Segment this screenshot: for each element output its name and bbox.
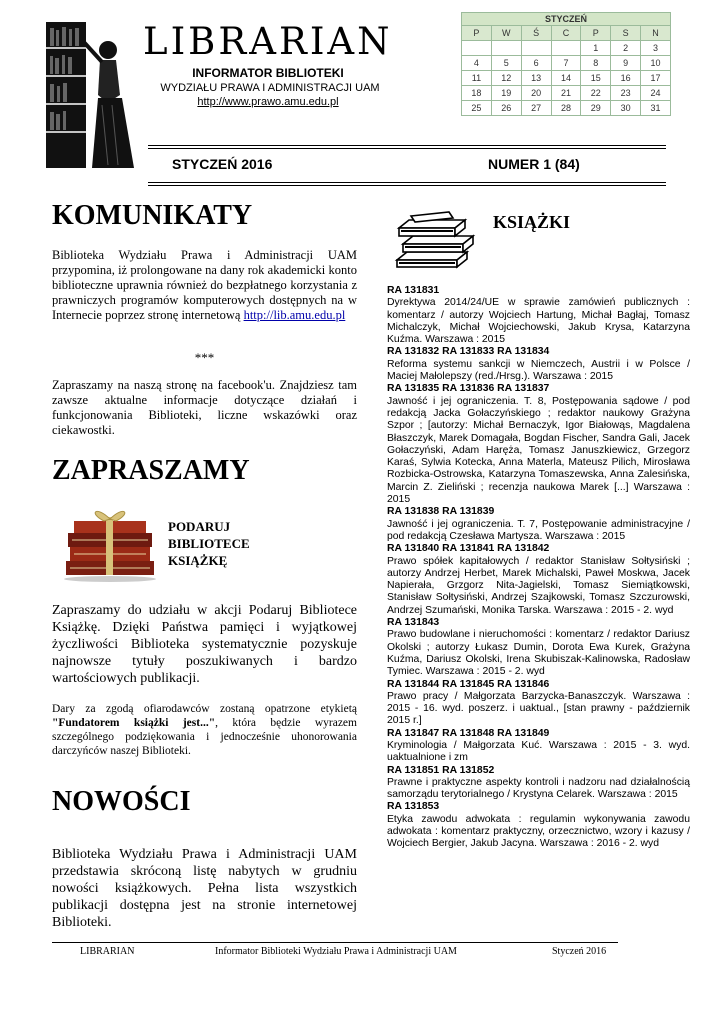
book-entry [387, 383, 690, 506]
calendar-day: 26 [491, 101, 521, 116]
book-description: Reforma systemu sankcji w Niemczech, Austrii i w Polsce / Maciej Małolepszy (red./Hrsg.). Warszawa : 2015 [387, 358, 690, 383]
calendar-day: 25 [462, 101, 492, 116]
calendar-day: 16 [611, 71, 641, 86]
calendar-day: 8 [581, 56, 611, 71]
lib-amu-link[interactable]: http://lib.amu.edu.pl [243, 308, 346, 322]
calendar-day: 9 [611, 56, 641, 71]
calendar-day: 11 [462, 71, 492, 86]
zapraszamy-paragraph-1: Zapraszamy do udziału w akcji Podaruj Bibliotece Książkę. Dzięki Państwa pamięci i wyjątkowej życzliwości Biblioteka systematycznie pozyskuje najnowsze tytuły poszukiwanych i bardzo wartościowych publikacji. [52, 603, 357, 686]
header-rule-top [148, 145, 666, 146]
calendar-day: 31 [641, 101, 671, 116]
book-description: Prawo pracy / Małgorzata Barzycka-Banaszczyk. Warszawa : 2015 - 16. wyd. poszerz. i uaktual., [stan prawny - październik 2015 r.] [387, 690, 690, 727]
book-entry [387, 346, 690, 383]
zapraszamy-heading: ZAPRASZAMY [52, 455, 250, 486]
calendar-day: 1 [581, 41, 611, 56]
komunikaty-heading: KOMUNIKATY [52, 200, 253, 231]
calendar-day: 27 [521, 101, 551, 116]
gift-title-line-1: PODARUJ [168, 519, 231, 534]
calendar-month-title: STYCZEŃ [462, 13, 671, 26]
calendar-day [491, 41, 521, 56]
book-call-numbers: RA 131831 [387, 285, 440, 296]
calendar-weekday: N [641, 26, 671, 41]
calendar-weekday: W [491, 26, 521, 41]
calendar-week-row [462, 101, 671, 116]
issue-date: STYCZEŃ 2016 [172, 156, 273, 172]
book-call-numbers: RA 131843 [387, 617, 440, 629]
calendar-day [551, 41, 581, 56]
issue-number: NUMER 1 (84) [488, 156, 580, 172]
calendar-day: 3 [641, 41, 671, 56]
book-description: Prawne i praktyczne aspekty kontroli i nadzoru nad działalnością samorządu terytorialnego / Krystyna Celarek. Warszawa : 2015 [387, 776, 690, 801]
calendar-day: 23 [611, 86, 641, 101]
gift-books-icon [60, 503, 160, 583]
calendar-week-row [462, 41, 671, 56]
calendar-day [462, 41, 492, 56]
header-rule-top-2 [148, 148, 666, 149]
nowosci-paragraph: Biblioteka Wydziału Prawa i Administracji UAM przedstawia skróconą listę nabytych w grudniu nowości książkowych. Pełna lista wszystkich publikacji dostępna jest na stronie internetowej Biblioteki. [52, 847, 357, 930]
book-call-numbers: RA 131840 RA 131841 RA 131842 [387, 543, 550, 555]
calendar-day: 12 [491, 71, 521, 86]
footer-rule [52, 942, 618, 943]
calendar-day: 28 [551, 101, 581, 116]
book-call-numbers: RA 131851 RA 131852 [387, 764, 495, 776]
donation-text-a: Dary za zgodą ofiarodawców zostaną opatrzone etykietą [52, 703, 357, 715]
calendar-day: 17 [641, 71, 671, 86]
calendar-day: 10 [641, 56, 671, 71]
calendar-day: 2 [611, 41, 641, 56]
donation-text-c: , która będzie wyrazem szczególnego podziękowania i jednocześnie uhonorowania darczyńców naszej Biblioteki. [52, 717, 357, 757]
book-call-numbers: RA 131835 RA 131836 RA 131837 [387, 383, 550, 395]
book-entry [387, 543, 690, 617]
book-description: Jawność i jej ograniczenia. T. 8, Postępowania sądowe / pod redakcją Jacka Gołaczyńskiego ; redaktor naukowy Grażyna Szpor ; [autorzy: Michał Bernaczyk, Igor Białowąs, Magdalena Błaszczyk, Marek Domagała, Bogdan Fischer, Sandra Gali, Jacek Gołaczyński, Adam Haręża, Tomasz Januszkiewicz, Grzegorz Karaś, Sylwia Kotecka, Anna Materla, Mateusz Pilich, Mirosława Rozbicka-Ostrowska, Katarzyna Tomaszewska, Anna Zalesińska, Marcin Z. Zieliński ; recenzja naukowa Marek [...] Warszawa : 2015 [387, 395, 690, 506]
calendar-weekday: P [462, 26, 492, 41]
faculty-name: WYDZIAŁU PRAWA I ADMINISTRACJI UAM [160, 82, 380, 94]
book-call-numbers: RA 131832 RA 131833 RA 131834 [387, 346, 550, 358]
calendar-day: 15 [581, 71, 611, 86]
calendar-day: 7 [551, 56, 581, 71]
calendar-day: 5 [491, 56, 521, 71]
calendar-weekday: Ś [521, 26, 551, 41]
book-description: Prawo budowlane i nieruchomości : komentarz / redaktor Dariusz Okolski ; autorzy Łukasz Dumin, Dorota Ewa Kurek, Grażyna Kuźma, Dariusz Okolski, Irena Skubiszak-Kalinowska, Radosław Tymiec. Warszawa : 2015 - 2. wyd [387, 629, 690, 678]
komunikaty-text [52, 248, 357, 323]
book-entry [387, 506, 690, 543]
librarian-logo-illustration [42, 20, 146, 170]
calendar-day: 14 [551, 71, 581, 86]
calendar-week-row [462, 71, 671, 86]
calendar-day: 24 [641, 86, 671, 101]
header-rule-bottom [148, 182, 666, 183]
calendar-day: 22 [581, 86, 611, 101]
newsletter-subtitle: INFORMATOR BIBLIOTEKI [192, 66, 344, 80]
faculty-url-link[interactable]: http://www.prawo.amu.edu.pl [197, 96, 339, 108]
footer-center-text: Informator Biblioteki Wydziału Prawa i Administracji UAM [215, 946, 457, 957]
calendar-day: 21 [551, 86, 581, 101]
calendar-weekday: S [611, 26, 641, 41]
book-description: Prawo spółek kapitałowych / redaktor Stanisław Sołtysiński ; autorzy Andrzej Herbet, Marek Michalski, Paweł Moskwa, Jacek Napierała, Grzgorz Nita-Jagielski, Tomasz Siemiątkowski, Stanisław Sołtysiński, Andrzej Szajkowski, Tomasz Szczurowski, Andrzej Szumański, Monika Tarska. Warszawa : 2015 - 2. wyd [387, 555, 690, 616]
book-entry [387, 801, 690, 850]
book-entry [387, 285, 690, 346]
book-call-numbers: RA 131844 RA 131845 RA 131846 [387, 678, 550, 690]
book-description: Etyka zawodu adwokata : regulamin wykonywania zawodu adwokata : komentarz praktyczny, orzecznictwo, wzory i kazusy / Wojciech Bergier, Jakub Jacyna. Warszawa : 2016 - 2. wyd [387, 813, 690, 850]
calendar-week-row [462, 86, 671, 101]
zapraszamy-paragraph-2 [52, 702, 357, 758]
calendar-weekday: P [581, 26, 611, 41]
header-rule-bottom-2 [148, 185, 666, 186]
footer-brand: LIBRARIAN [80, 946, 135, 957]
calendar-day: 4 [462, 56, 492, 71]
gift-campaign-title [168, 518, 250, 569]
calendar-day: 13 [521, 71, 551, 86]
new-books-list [387, 285, 690, 851]
calendar-january [461, 12, 671, 116]
book-description: Jawność i jej ograniczenia. T. 7, Postępowanie administracyjne / pod redakcją Czesława Martysza. Warszawa : 2015 [387, 518, 690, 542]
book-call-numbers: RA 131838 RA 131839 [387, 506, 495, 518]
calendar-day: 29 [581, 101, 611, 116]
calendar-weekday: C [551, 26, 581, 41]
separator-asterisks: *** [194, 350, 215, 365]
book-call-numbers: RA 131853 [387, 801, 440, 813]
calendar-weekday-row [462, 26, 671, 41]
gift-title-line-3: KSIĄŻKĘ [168, 553, 228, 568]
nowosci-heading: NOWOŚCI [52, 786, 191, 817]
calendar-day: 20 [521, 86, 551, 101]
donation-label: "Fundatorem książki jest..." [52, 717, 216, 729]
calendar-day: 19 [491, 86, 521, 101]
calendar-day: 18 [462, 86, 492, 101]
calendar-day: 30 [611, 101, 641, 116]
book-entry [387, 617, 690, 678]
calendar-week-row [462, 56, 671, 71]
calendar-day: 6 [521, 56, 551, 71]
footer-date: Styczeń 2016 [552, 946, 607, 957]
book-call-numbers: RA 131847 RA 131848 RA 131849 [387, 727, 550, 739]
komunikaty-paragraph-2: Zapraszamy na naszą stronę na facebook'u. Znajdziesz tam zawsze aktualne informacje dotyczące działań i funkcjonowania Biblioteki, liczne wskazówki oraz ciekawostki. [52, 378, 357, 437]
book-description: Kryminologia / Małgorzata Kuć. Warszawa : 2015 - 3. wyd. uaktualnione i zm [387, 739, 690, 764]
book-description: Dyrektywa 2014/24/UE w sprawie zamówień publicznych : komentarz / autorzy Wojciech Hartung, Michał Bagłaj, Tomasz Michalczyk, Michał Wojciechowski, Jakub Krysa, Katarzyna Kuźma. Warszawa : 2015 [387, 297, 690, 346]
book-entry [387, 679, 690, 728]
book-entry [387, 728, 690, 765]
calendar-day [521, 41, 551, 56]
ksiazki-heading: KSIĄŻKI [493, 212, 571, 232]
newsletter-brand-title: LIBRARIAN [143, 20, 393, 63]
gift-title-line-2: BIBLIOTECE [168, 536, 250, 551]
books-stack-icon [393, 208, 477, 270]
book-entry [387, 765, 690, 802]
komunikaty-paragraph-1: Biblioteka Wydziału Prawa i Administracji UAM przypomina, iż prolongowane na dany rok akademicki konto biblioteczne uprawnia również do bezpłatnego korzystania z prawniczych programów komputerowych dostępnych na w Internecie poprzez stronę internetową [52, 248, 357, 322]
